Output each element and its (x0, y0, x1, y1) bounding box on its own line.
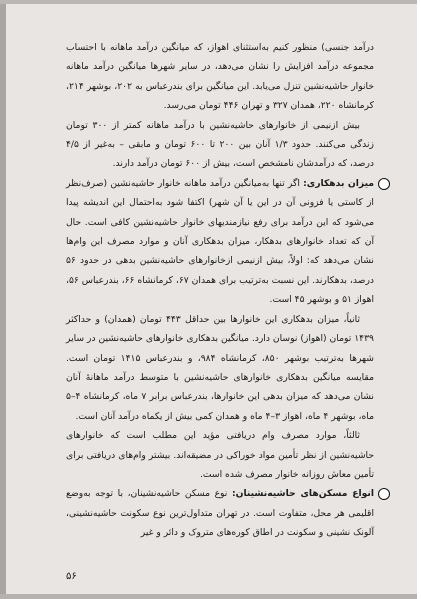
section-paragraph (66, 174, 374, 310)
section-paragraph: ثالثاً، موارد مصرف وام دریافتی مؤید این مطلب است که خانوارهای حاشیه‌نشین از نظر تأمین مواد خوراکی در مضیقه‌اند. بیشتر وام‌های دریافتی برای تأمین معاش روزانه خانوار مصرف شده است. (66, 430, 374, 480)
section-paragraph (66, 484, 374, 542)
section-housing (66, 484, 374, 542)
page-edge-bottom (0, 594, 421, 599)
body-paragraph: درآمد جنسی) منظور کنیم به‌استثنای اهواز، که میانگین درآمد ماهانه با احتساب مجموعه درآمد افزایش را نشان می‌دهد، در سایر شهرها میانگین درآمد ماهانه خانوار حاشیه‌نشین تنزل می‌یابد. این میانگین برای بندرعباس به ۲۰۲، بوشهر ۲۱۴، کرمانشاه ۲۲۰، همدان ۳۲۷ و تهران ۴۴۶ تومان می‌رسد. (66, 42, 374, 112)
page-number: ۵۶ (66, 571, 77, 582)
section-heading: میزان بدهکاری: (303, 177, 375, 189)
circle-bullet-icon (378, 178, 390, 190)
page-edge-top (0, 0, 421, 4)
page-edge-right (417, 0, 421, 599)
section-text: اگر تنها بەمیانگین درآمد ماهانه خانوار حاشیه‌نشین (صرف‌نظر از کاستی یا فزونی آن در این یا آن شهر) اکتفا شود بەاحتمال این اندیشه پیدا می‌شود که این درآمد برای رفع نیازمندیهای خانوار حاشیه‌نشین کافی است. حال آن که تعداد خانوارهای بدهکار، میزان بدهکاری آنان و موارد مصرف این وام‌ها نشان می‌دهد که: اولاً، بیش ازنیمی ازخانوارهای حاشیه‌نشین بدهی در حدود ۵۶ درصد، بدهکارند. این نسبت بەترتیب برای همدان ۶۷، کرمانشاه ۶۶، بندرعباس ۵۶، اهواز ۵۱ و بوشهر ۴۵ است. (66, 177, 375, 306)
page-edge-left (0, 0, 6, 599)
section-paragraph: ثانیاً، میزان بدهکاری این خانوارها بین حداقل ۴۴۳ تومان (همدان) و حداکثر ۱۴۳۹ تومان (اهواز) نوسان دارد. میانگین بدهکاری خانوارهای حاشیه‌نشین در سایر شهرها بەترتیب بوشهر ۸۵۰، کرمانشاه ۹۸۴، و بندرعباس ۱۴۱۵ تومان است. مقایسه میانگین بدهکاری خانوارهای حاشیه‌نشین با متوسط درآمد ماهانهٔ آنان نشان می‌دهد که میزان بدهی این خانوارها، بندرعباس برابر ۷ ماه، کرمانشاه ۴–۵ ماه، بوشهر ۴ ماه، اهواز ۳–۴ ماه و همدان کمی بیش از یکماه درآمد آنان است. (66, 313, 374, 422)
section-debt (66, 174, 374, 485)
circle-bullet-icon (378, 488, 390, 500)
body-paragraph: بیش ازنیمی از خانوارهای حاشیه‌نشین با درآمد ماهانه کمتر از ۳۰۰ تومان زندگی می‌کنند. حدود ۱/۳ آنان بین ۲۰۰ تا ۶۰۰ تومان و مابقی – بەغیر از ۴/۵ درصد، که درآمدشان نامشخص است، بیش از ۶۰۰ تومان درآمد دارند. (66, 119, 374, 170)
section-heading: انواع مسکن‌های حاشیه‌نشینان: (231, 488, 375, 500)
text-column (66, 38, 374, 543)
section-text: نوع مسکن حاشیه‌نشینان، با توجه به‌وضع اقلیمی هر محل، متفاوت است. در تهران متداول‌ترین نوع سکونت حاشیه‌نشینی، آلونک نشینی و سکونت در اطاق کوره‌های متروک و دائر و غیر (66, 488, 374, 539)
